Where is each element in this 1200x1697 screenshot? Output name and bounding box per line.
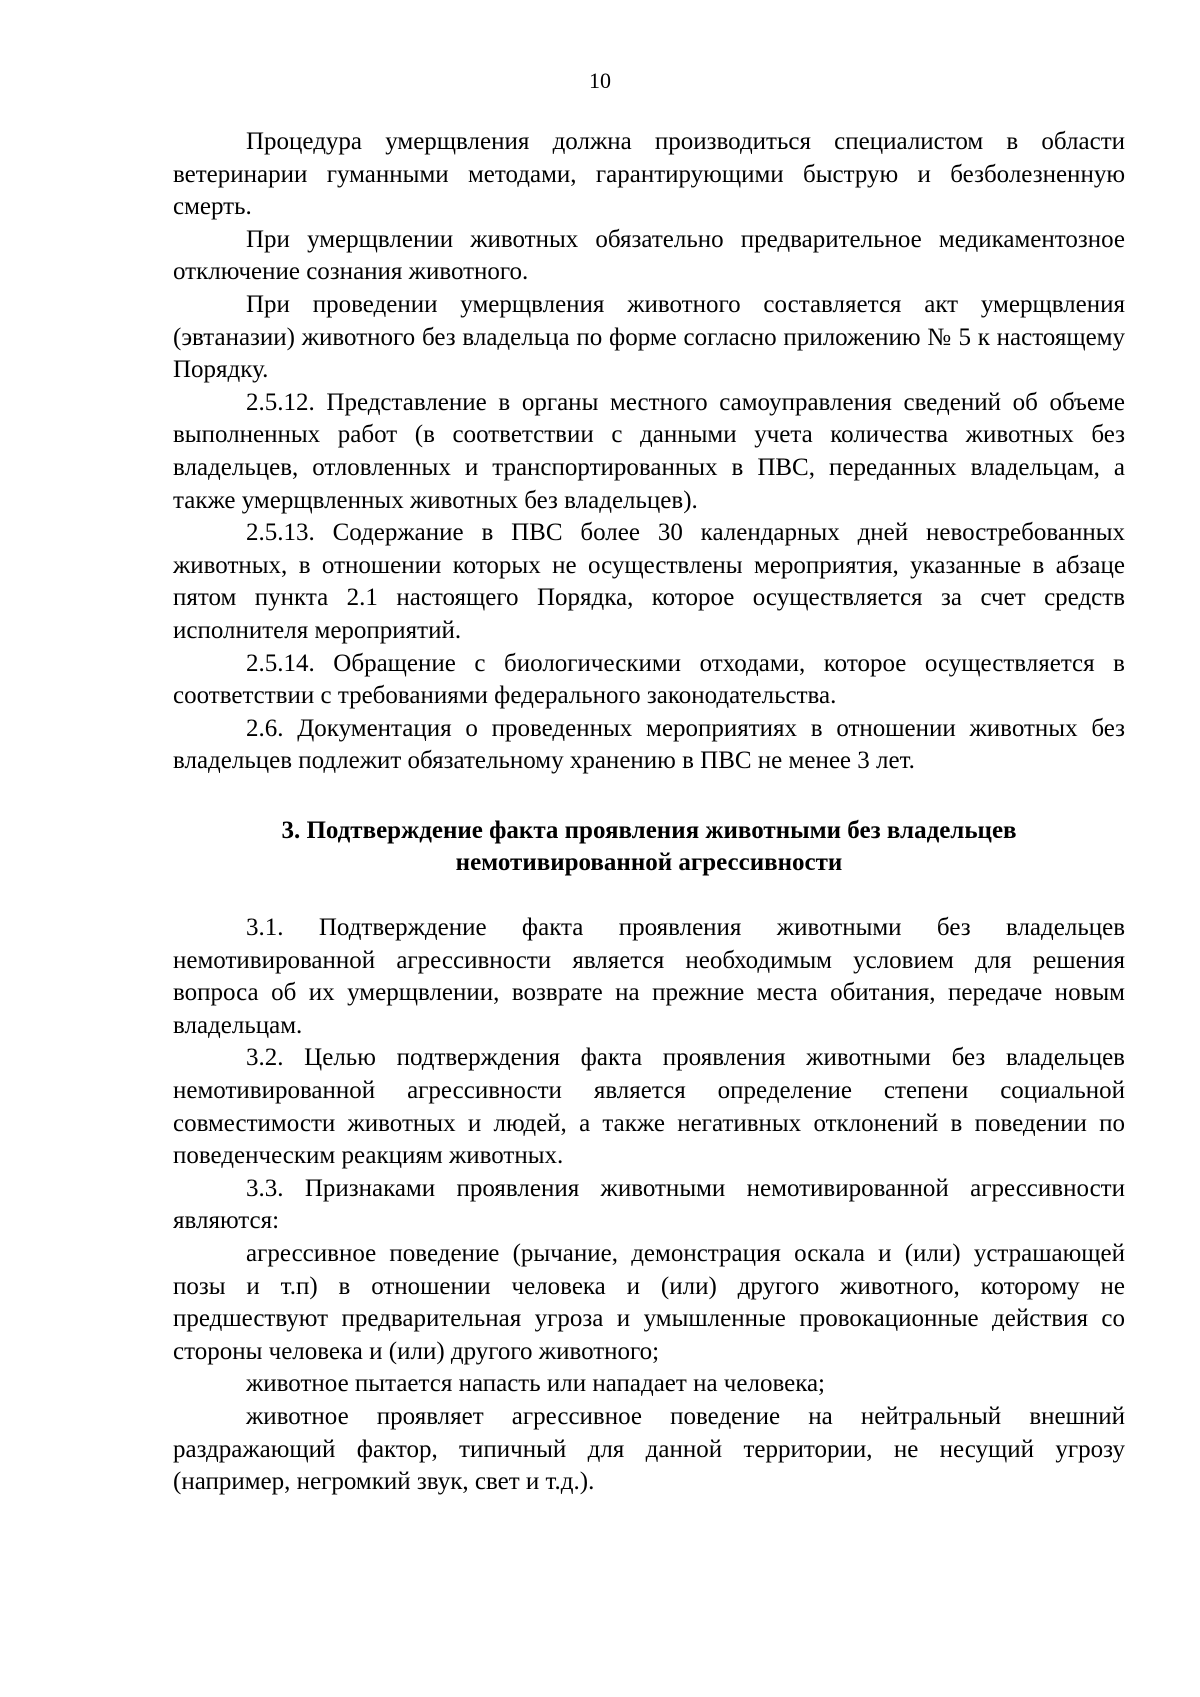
paragraph: животное пытается напасть или нападает на человека; [246,1370,826,1398]
paragraph-3-3: 3.3. Признаками проявления животными немотивированной агрессивности являются: [173,1174,1125,1235]
paragraph-2-5-12: 2.5.12. Представление в органы местного самоуправления сведений об объеме выполненных работ (в соответствии с данными учета количества животных без владельцев, отловленных и транспортированных в ПВС, переданных владельцам, а также умерщвленных животных без владельцев). [173,388,1125,514]
paragraph: При умерщвлении животных обязательно предварительное медикаментозное отключение сознания животного. [173,225,1125,286]
paragraph-3-1: 3.1. Подтверждение факта проявления животными без владельцев немотивированной агрессивности является необходимым условием для решения вопроса об их умерщвлении, возврате на прежние места обитания, передаче новым владельцам. [173,914,1125,1039]
paragraph-2-5-13: 2.5.13. Содержание в ПВС более 30 календарных дней невостребованных животных, в отношении которых не осуществлены мероприятия, указанные в абзаце пятом пункта 2.1 настоящего Порядка, которое осуществляется за счет средств исполнителя мероприятий. [173,519,1125,644]
paragraph: Процедура умерщвления должна производиться специалистом в области ветеринарии гуманными методами, гарантирующими быструю и безболезненную смерть. [173,128,1125,221]
section-heading-line2: немотивированной агрессивности [455,849,843,877]
paragraph: животное проявляет агрессивное поведение на нейтральный внешний раздражающий фактор, типичный для данной территории, не несущий угрозу (например, негромкий звук, свет и т.д.). [173,1402,1125,1496]
paragraph-2-6: 2.6. Документация о проведенных мероприятиях в отношении животных без владельцев подлежит обязательному хранению в ПВС не менее 3 лет. [173,714,1125,775]
section-heading [173,778,1125,912]
paragraph-3-2: 3.2. Целью подтверждения факта проявления животными без владельцев немотивированной агрессивности является определение степени социальной совместимости животных и людей, а также негативных отклонений в поведении по поведенческим реакциям животных. [173,1044,1125,1170]
page-number: 10 [589,68,611,93]
document-body [173,126,1125,1499]
paragraph-2-5-14: 2.5.14. Обращение с биологическими отходами, которое осуществляется в соответствии с требованиями федерального законодательства. [173,649,1125,710]
section-heading-line1: 3. Подтверждение факта проявления животными без владельцев [281,816,1017,844]
paragraph: агрессивное поведение (рычание, демонстрация оскала и (или) устрашающей позы и т.п) в отношении человека и (или) другого животного, которому не предшествуют предварительная угроза и умышленные провокационные действия со стороны человека и (или) другого животного; [173,1240,1125,1365]
paragraph: При проведении умерщвления животного составляется акт умерщвления (эвтаназии) животного без владельца по форме согласно приложению № 5 к настоящему Порядку. [173,290,1125,384]
